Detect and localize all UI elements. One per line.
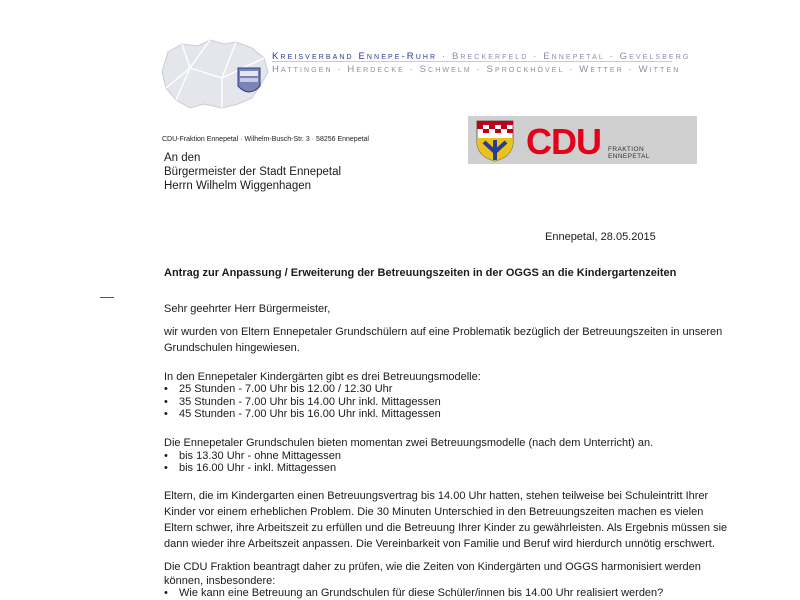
cdu-logo-subtitle <box>608 146 650 160</box>
list-item: • 25 Stunden - 7.00 Uhr bis 12.00 / 12.30 Uhr <box>164 383 393 395</box>
para2-line-2: Kinder vor einem erheblichen Problem. Die 30 Minuten Unterschied in den Betreuungszeiten machen es vielen <box>164 506 704 518</box>
para3-line-1: Die CDU Fraktion beantragt daher zu prüfen, wie die Zeiten von Kindergärten und OGGS harmonisiert werden <box>164 561 701 573</box>
letterhead-district: Kreisverband Ennepe-Ruhr <box>272 51 438 62</box>
para2-line-3: Eltern schwer, ihre Arbeitszeit zu erfüllen und die Betreuung Ihrer Kinder zu gewährleisten. Als Ergebnis müssen sie <box>164 522 728 534</box>
para2-line-4: dann wieder ihre Arbeitszeit anpassen. Die Vereinbarkeit von Familie und Beruf wird hierdurch unnötig erschwert. <box>164 538 715 550</box>
district-map-logo <box>160 38 272 110</box>
list-item: • 35 Stunden - 7.00 Uhr bis 14.00 Uhr inkl. Mittagessen <box>164 396 441 408</box>
recipient-line-3: Herrn Wilhelm Wiggenhagen <box>164 180 312 192</box>
recipient-line-2: Bürgermeister der Stadt Ennepetal <box>164 166 342 178</box>
para3-line-2: können, insbesondere: <box>164 575 276 587</box>
kiga-intro: In den Ennepetaler Kindergärten gibt es drei Betreuungsmodelle: <box>164 371 481 383</box>
letterhead-line-1 <box>272 51 690 62</box>
para1-line-1: wir wurden von Eltern Ennepetaler Grundschülern auf eine Problematik bezüglich der Betreuungszeiten in unseren <box>164 326 723 338</box>
cdu-logo-sub-line-1: FRAKTION <box>608 146 645 153</box>
school-intro: Die Ennepetaler Grundschulen bieten momentan zwei Betreuungsmodelle (nach dem Unterricht) an. <box>164 437 654 449</box>
sender-address-line: CDU-Fraktion Ennepetal · Wilhelm-Busch-Str. 3 · 58256 Ennepetal <box>162 136 369 143</box>
list-item: • bis 13.30 Uhr - ohne Mittagessen <box>164 450 342 462</box>
kiga-model-2: 35 Stunden - 7.00 Uhr bis 14.00 Uhr inkl. Mittagessen <box>179 396 441 408</box>
letterhead-towns-2: Hattingen · Herdecke · Schwelm · Sprockhövel · Wetter · Witten <box>272 64 681 75</box>
para1-line-2: Grundschulen hingewiesen. <box>164 342 300 354</box>
request-1: Wie kann eine Betreuung an Grundschulen für diese Schüler/innen bis 14.00 Uhr realisiert werden? <box>179 587 664 599</box>
recipient-line-1: An den <box>164 152 201 164</box>
list-item: • bis 16.00 Uhr - inkl. Mittagessen <box>164 462 337 474</box>
list-item: • Wie kann eine Betreuung an Grundschulen für diese Schüler/innen bis 14.00 Uhr realisiert werden? <box>164 587 664 599</box>
school-model-2: bis 16.00 Uhr - inkl. Mittagessen <box>179 462 337 474</box>
para2-line-1: Eltern, die im Kindergarten einen Betreuungsvertrag bis 14.00 Uhr hatten, stehen teilweise bei Schuleintritt Ihrer <box>164 490 709 502</box>
kiga-model-3: 45 Stunden - 7.00 Uhr bis 16.00 Uhr inkl. Mittagessen <box>179 408 441 420</box>
cdu-logo-sub-line-2: ENNEPETAL <box>608 153 650 160</box>
salutation: Sehr geehrter Herr Bürgermeister, <box>164 303 331 315</box>
fold-mark <box>100 297 114 298</box>
letterhead-towns-1: · Breckerfeld · Ennepetal · Gevelsberg <box>437 51 691 62</box>
letter-date: Ennepetal, 28.05.2015 <box>545 231 656 243</box>
list-item: • 45 Stunden - 7.00 Uhr bis 16.00 Uhr inkl. Mittagessen <box>164 408 441 420</box>
letter-subject: Antrag zur Anpassung / Erweiterung der Betreuungszeiten in der OGGS an die Kindergartenzeiten <box>164 267 677 279</box>
school-model-1: bis 13.30 Uhr - ohne Mittagessen <box>179 450 342 462</box>
kiga-model-1: 25 Stunden - 7.00 Uhr bis 12.00 / 12.30 Uhr <box>179 383 393 395</box>
cdu-logo-wordmark: CDU <box>526 121 601 162</box>
ennepetal-crest-icon <box>472 118 518 162</box>
